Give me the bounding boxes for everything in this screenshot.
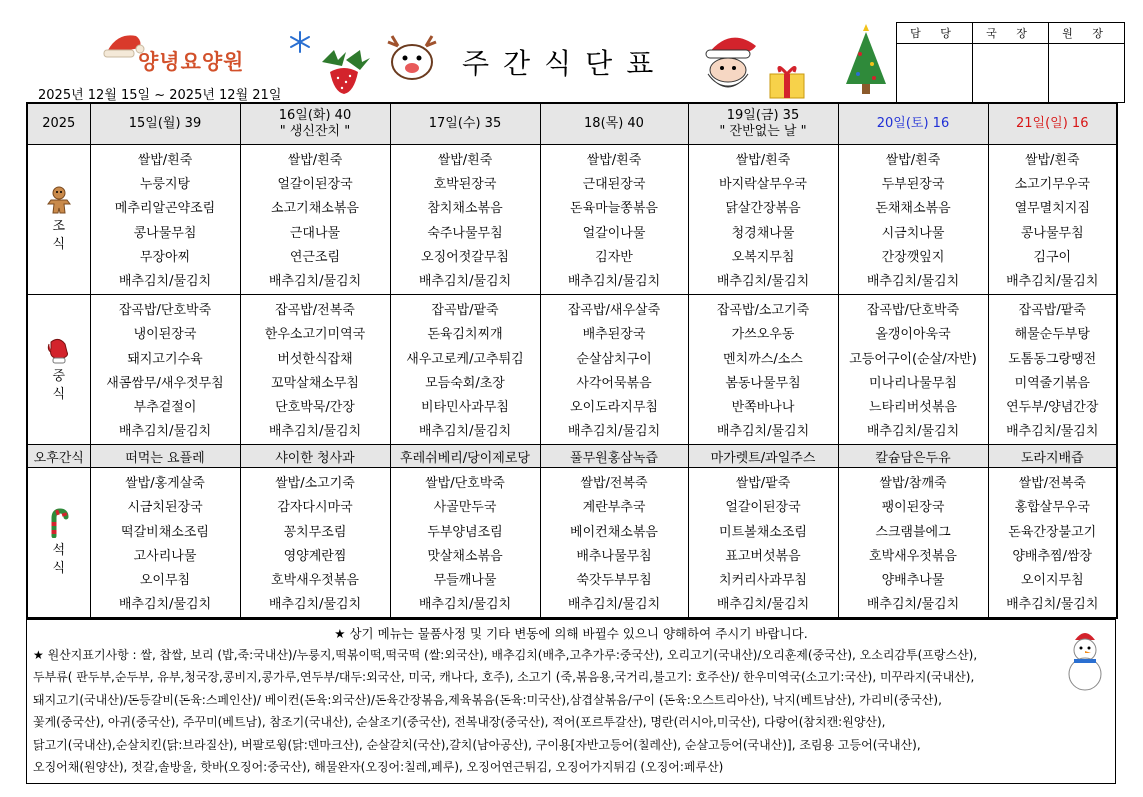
- day-header: 16일(화) 40 " 생신잔치 ": [240, 103, 390, 145]
- breakfast-cell: 쌀밥/흰죽 얼갈이된장국 소고기채소볶음 근대나물 연근조림 배추김치/물김치: [240, 145, 390, 295]
- day-header: 17일(수) 35: [390, 103, 540, 145]
- approval-label: 원 장: [1049, 23, 1125, 44]
- snack-label: 오후간식: [27, 445, 90, 468]
- day-header: 19일(금) 35 " 잔반없는 날 ": [688, 103, 838, 145]
- lunch-cell: 잡곡밥/팥죽 해물순두부탕 도톰동그랑땡전 미역줄기볶음 연두부/양념간장 배추김치/물김치: [988, 295, 1117, 445]
- breakfast-cell: 쌀밥/흰죽 누룽지탕 메추리알곤약조림 콩나물무침 무장아찌 배추김치/물김치: [90, 145, 240, 295]
- signature-box[interactable]: [973, 44, 1049, 103]
- signature-box[interactable]: [1049, 44, 1125, 103]
- gift-box-icon: [766, 60, 810, 100]
- dinner-cell: 쌀밥/참깨죽 팽이된장국 스크램블에그 호박새우젓볶음 양배추나물 배추김치/물김치: [838, 468, 988, 619]
- dinner-cell: 쌀밥/홍게살죽 시금치된장국 떡갈비채소조림 고사리나물 오이무침 배추김치/물김치: [90, 468, 240, 619]
- snack-cell: 떠먹는 요플레: [90, 445, 240, 468]
- approval-label: 국 장: [973, 23, 1049, 44]
- lunch-cell: 잡곡밥/단호박죽 냉이된장국 돼지고기수육 새콤쌈무/새우젓무침 부추겉절이 배추김치/물김치: [90, 295, 240, 445]
- snack-cell: 풀무원홍삼녹즙: [540, 445, 688, 468]
- snack-cell: 후레쉬베리/당이제로당: [390, 445, 540, 468]
- notes-headline: ★ 상기 메뉴는 물품사정 및 기타 변동에 의해 바뀔수 있으니 양해하여 주시기 바랍니다.: [334, 626, 808, 641]
- approval-label: 담 당: [897, 23, 973, 44]
- notes-line: 두부류( 판두부,순두부, 유부,청국장,콩비지,콩가루,연두부/대두:외국산, 미국, 캐나다, 호주), 소고기 (죽,볶음용,국거리,불고기: 호주산)/ 한우미역국(소고기:국산), 미꾸라지(국내산),: [33, 670, 975, 685]
- dinner-cell: 쌀밥/단호박죽 사골만두국 두부양념조림 맛살채소볶음 무들깨나물 배추김치/물김치: [390, 468, 540, 619]
- logo-text: 양녕요양원: [138, 50, 245, 74]
- snack-cell: 칼슘담은두유: [838, 445, 988, 468]
- signature-box[interactable]: [897, 44, 973, 103]
- dinner-label: 석 식: [27, 468, 90, 619]
- dinner-cell: 쌀밥/소고기죽 감자다시마국 꽁치무조림 영양계란찜 호박새우젓볶음 배추김치/물김치: [240, 468, 390, 619]
- notes-line: 꽃게(중국산), 아귀(중국산), 주꾸미(베트남), 참조기(국내산), 순살조기(중국산), 전복내장(중국산), 적어(포르투갈산), 명란(러시아,미국산), 다랑어(참치캔:원양산),: [33, 715, 886, 730]
- breakfast-cell: 쌀밥/흰죽 소고기무우국 열무멸치지짐 콩나물무침 김구이 배추김치/물김치: [988, 145, 1117, 295]
- year-cell: 2025: [27, 103, 90, 145]
- snowman-icon: [1063, 626, 1107, 692]
- reindeer-icon: [384, 32, 440, 82]
- lunch-cell: 잡곡밥/새우살죽 배추된장국 순살삼치구이 사각어묵볶음 오이도라지무침 배추김치/물김치: [540, 295, 688, 445]
- mitten-icon: [45, 336, 73, 364]
- lunch-row: [27, 295, 1117, 445]
- lunch-cell: 잡곡밥/전복죽 한우소고기미역국 버섯한식잡채 꼬막살채소무침 단호박묵/간장 배추김치/물김치: [240, 295, 390, 445]
- dinner-cell: 쌀밥/전복죽 홍합살무우국 돈육간장불고기 양배추찜/쌈장 오이지무침 배추김치/물김치: [988, 468, 1117, 619]
- dinner-cell: 쌀밥/팥죽 얼갈이된장국 미트볼채소조림 표고버섯볶음 치커리사과무침 배추김치/물김치: [688, 468, 838, 619]
- snack-cell: 샤이한 청사과: [240, 445, 390, 468]
- notes-line: 닭고기(국내산),순살치킨(닭:브라질산), 버팔로윙(닭:덴마크산), 순살갈치(국산),갈치(남아공산), 구이용[자반고등어(칠레산), 순살고등어(국내산)], 조림용 고등어(국내산),: [33, 737, 921, 752]
- lunch-cell: 잡곡밥/소고기죽 가쓰오우동 멘치까스/소스 봄동나물무침 반쪽바나나 배추김치/물김치: [688, 295, 838, 445]
- page-title: 주간식단표: [462, 47, 668, 80]
- date-range: 2025년 12월 15일 ~ 2025년 12월 21일: [38, 88, 282, 103]
- notes-line: 오징어채(원양산), 젓갈,솔방울, 핫바(오징어:중국산), 해물완자(오징어:칠레,페루), 오징어연근튀김, 오징어가지튀김 (오징어:페루산): [33, 759, 724, 774]
- notes-line: ★ 원산지표기사항 : 쌀, 찹쌀, 보리 (밥,죽:국내산)/누룽지,떡볶이떡,떡국떡 (쌀:외국산), 배추김치(배추,고추가루:중국산), 오리고기(국내산)/오리훈제(중국산), 오소리감투(프랑스산),: [33, 648, 978, 662]
- christmas-tree-icon: [842, 24, 890, 98]
- strawberry-holly-icon: [316, 42, 372, 96]
- breakfast-label: 조 식: [27, 145, 90, 295]
- notes-line: 돼지고기(국내산)/돈등갈비(돈육:스페인산)/ 베이컨(돈육:외국산)/돈육간장볶음,제육볶음(돈육:미국산),삼겹살볶음/구이 (돈육:오스트리아산), 낙지(베트남산), 가리비(중국산),: [33, 692, 942, 707]
- breakfast-row: [27, 145, 1117, 295]
- menu-table: [26, 102, 1118, 619]
- snack-cell: 도라지배즙: [988, 445, 1117, 468]
- origin-notes: [26, 619, 1116, 784]
- snack-cell: 마가렛트/과일주스: [688, 445, 838, 468]
- gingerbread-icon: [46, 186, 72, 214]
- santa-icon: [700, 30, 762, 96]
- breakfast-cell: 쌀밥/흰죽 근대된장국 돈육마늘쫑볶음 얼갈이나물 김자반 배추김치/물김치: [540, 145, 688, 295]
- day-header: 15일(월) 39: [90, 103, 240, 145]
- breakfast-cell: 쌀밥/흰죽 바지락살무우국 닭살간장볶음 청경채나물 오복지무침 배추김치/물김치: [688, 145, 838, 295]
- approval-table: [896, 22, 1125, 103]
- lunch-cell: 잡곡밥/단호박죽 올갱이아욱국 고등어구이(순살/자반) 미나리나물무침 느타리버섯볶음 배추김치/물김치: [838, 295, 988, 445]
- day-header-row: [27, 103, 1117, 145]
- snack-row: [27, 445, 1117, 468]
- dinner-cell: 쌀밥/전복죽 계란부추국 베이컨채소볶음 배추나물무침 쑥갓두부무침 배추김치/물김치: [540, 468, 688, 619]
- dinner-row: [27, 468, 1117, 619]
- day-header-sunday: 21일(일) 16: [988, 103, 1117, 145]
- lunch-cell: 잡곡밥/팥죽 돈육김치찌개 새우고로케/고추튀김 모듬숙회/초장 비타민사과무침 배추김치/물김치: [390, 295, 540, 445]
- candy-cane-icon: [48, 508, 70, 538]
- day-header-saturday: 20일(토) 16: [838, 103, 988, 145]
- day-header: 18(목) 40: [540, 103, 688, 145]
- breakfast-cell: 쌀밥/흰죽 호박된장국 참치채소볶음 숙주나물무침 오징어젓갈무침 배추김치/물김치: [390, 145, 540, 295]
- lunch-label: 중 식: [27, 295, 90, 445]
- breakfast-cell: 쌀밥/흰죽 두부된장국 돈채채소볶음 시금치나물 간장깻잎지 배추김치/물김치: [838, 145, 988, 295]
- snowflake-icon: [288, 30, 312, 54]
